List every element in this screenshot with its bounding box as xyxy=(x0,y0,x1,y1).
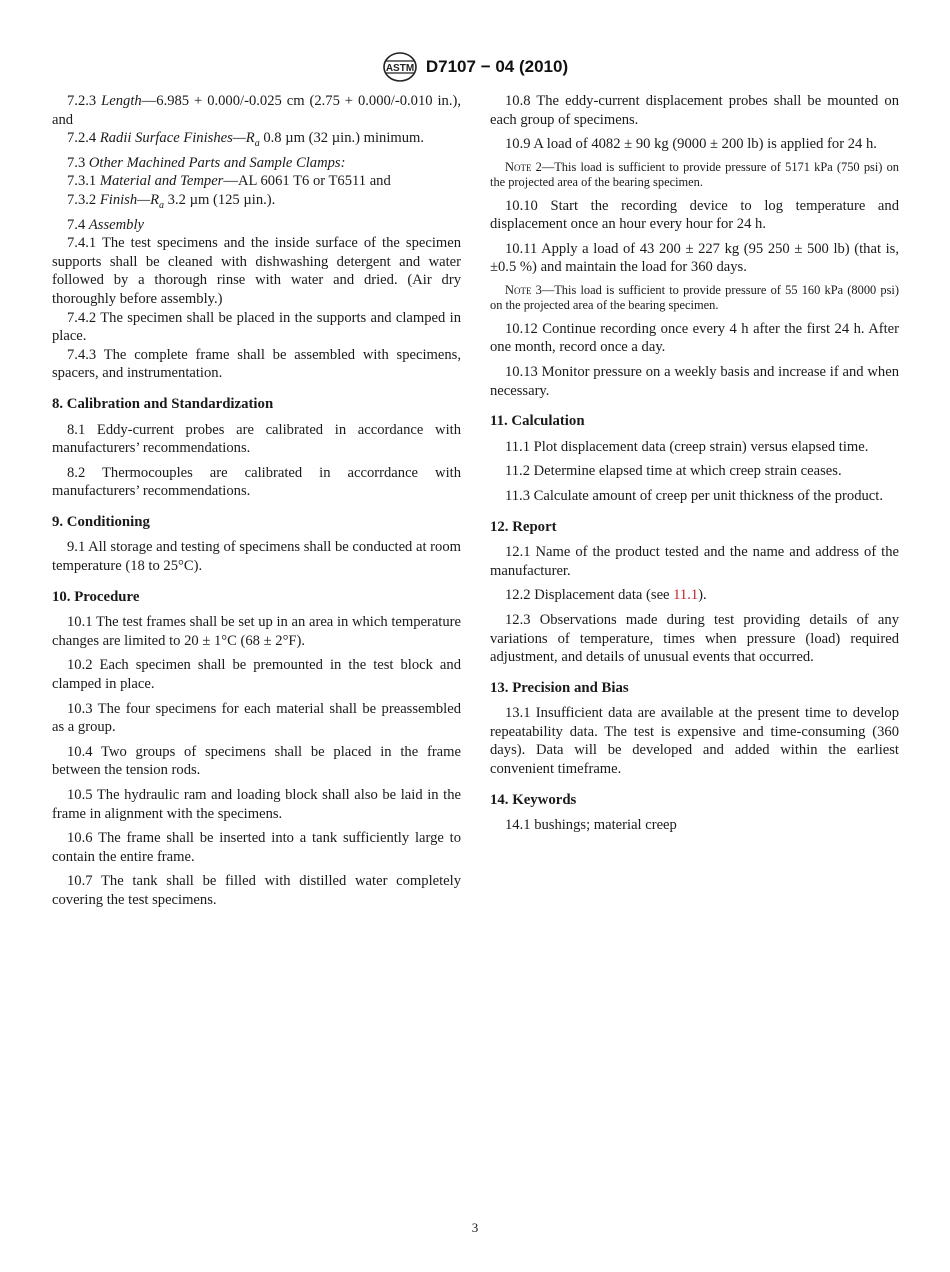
note-2: Note 2—This load is sufficient to provide pressure of 5171 kPa (750 psi) on the projected area of the bearing specimen. xyxy=(490,159,899,190)
clause-10-11: 10.11 Apply a load of 43 200 ± 227 kg (95 250 ± 500 lb) (that is, ±0.5 %) and maintain the load for 360 days. xyxy=(490,240,899,276)
section-11-1-link[interactable]: 11.1 xyxy=(673,587,699,604)
section-heading-8: 8. Calibration and Standardization xyxy=(52,395,274,412)
clause-10-6: 10.6 The frame shall be inserted into a tank sufficiently large to contain the entire frame. xyxy=(52,830,461,865)
logo-text: ASTM xyxy=(385,63,415,74)
clause-11-1: 11.1 Plot displacement data (creep strain) versus elapsed time. xyxy=(505,438,869,455)
clause-10-7: 10.7 The tank shall be filled with distilled water completely covering the test specimens. xyxy=(52,873,461,908)
clause-11-2: 11.2 Determine elapsed time at which creep strain ceases. xyxy=(505,463,842,480)
clause-11-3: 11.3 Calculate amount of creep per unit thickness of the product. xyxy=(505,487,883,504)
clause-8-2: 8.2 Thermocouples are calibrated in accorrdance with manufacturers’ recommendations. xyxy=(52,464,461,500)
page-number: 3 xyxy=(471,1220,479,1235)
clause-10-4: 10.4 Two groups of specimens shall be placed in the frame between the tension rods. xyxy=(52,743,461,779)
clause-7-2-3: 7.2.3 Length—6.985 + 0.000/-0.025 cm (2.75 + 0.000/-0.010 in.), and xyxy=(52,93,461,128)
clause-7-4-3: 7.4.3 The complete frame shall be assembled with specimens, spacers, and instrumentation. xyxy=(52,346,461,382)
section-heading-9: 9. Conditioning xyxy=(52,513,150,530)
clause-10-13: 10.13 Monitor pressure on a weekly basis and increase if and when necessary. xyxy=(490,363,899,399)
clause-10-5: 10.5 The hydraulic ram and loading block shall also be laid in the frame in alignment with the specimens. xyxy=(52,787,461,822)
section-heading-11: 11. Calculation xyxy=(490,413,585,430)
clause-7-4-2: 7.4.2 The specimen shall be placed in the supports and clamped in place. xyxy=(52,309,461,345)
clause-7-2-4: 7.2.4 Radii Surface $Finishes—R_a$ 0.8 µm (32 µin.) minimum. xyxy=(67,130,425,150)
clause-10-10: 10.10 Start the recording device to log temperature and displacement once an hour every hour for 24 h. xyxy=(490,197,899,233)
clause-7-4-1: 7.4.1 The test specimens and the inside surface of the specimen supports shall be cleaned with dishwashing detergent and water followed by a thorough rinse with water and dried. (Air dry thoroughly before assembly.) xyxy=(52,235,461,307)
astm-logo-icon xyxy=(382,51,418,83)
left-column xyxy=(52,92,461,910)
clause-10-2: 10.2 Each specimen shall be premounted in the test block and clamped in place. xyxy=(52,657,461,693)
clause-8-1: 8.1 Eddy-current probes are calibrated in accordance with manufacturers’ recommendations. xyxy=(52,421,461,457)
clause-13-1: 13.1 Insufficient data are available at the present time to develop repeatability data. The test is expensive and time-consuming (360 days). Data will be developed and added within the earliest convenient timeframe. xyxy=(490,705,899,778)
clause-10-12: 10.12 Continue recording once every 4 h after the first 24 h. After one month, record once a day. xyxy=(490,320,899,356)
standard-designation: D7107 − 04 (2010) xyxy=(425,57,569,76)
clause-7-3: 7.3 Other Machined Parts and Sample Clamps: xyxy=(67,154,346,171)
clause-7-3-1: 7.3.1 Material and Temper—AL 6061 T6 or T6511 and xyxy=(67,173,391,190)
clause-7-3-2: 7.3.2 $Finish—R_a$ 3.2 µm (125 µin.). xyxy=(67,191,276,211)
clause-12-1: 12.1 Name of the product tested and the name and address of the manufacturer. xyxy=(490,544,899,579)
clause-10-3: 10.3 The four specimens for each material shall be preassembled as a group. xyxy=(52,700,461,736)
clause-12-2: 12.2 Displacement data (see 11.1). xyxy=(505,587,707,604)
section-heading-12: 12. Report xyxy=(490,518,557,535)
clause-10-9: 10.9 A load of 4082 ± 90 kg (9000 ± 200 lb) is applied for 24 h. xyxy=(505,136,877,153)
clause-10-8: 10.8 The eddy-current displacement probes shall be mounted on each group of specimens. xyxy=(490,93,899,128)
clause-12-3: 12.3 Observations made during test providing details of any variations of temperature, times when pressure (load) required adjustment, and details of unusual events that occurred. xyxy=(490,611,899,666)
right-column xyxy=(490,92,899,835)
clause-7-4: 7.4 Assembly xyxy=(67,216,145,233)
clause-14-1: 14.1 bushings; material creep xyxy=(505,817,677,834)
section-heading-10: 10. Procedure xyxy=(52,588,140,605)
section-heading-14: 14. Keywords xyxy=(490,791,577,808)
clause-9-1: 9.1 All storage and testing of specimens shall be conducted at room temperature (18 to 25°C). xyxy=(52,539,461,575)
section-heading-13: 13. Precision and Bias xyxy=(490,679,629,696)
clause-10-1: 10.1 The test frames shall be set up in an area in which temperature changes are limited to 20 ± 1°C (68 ± 2°F). xyxy=(52,614,461,649)
page-header xyxy=(0,50,950,84)
note-3: Note 3—This load is sufficient to provide pressure of 55 160 kPa (8000 psi) on the projected area of the bearing specimen. xyxy=(490,282,899,313)
